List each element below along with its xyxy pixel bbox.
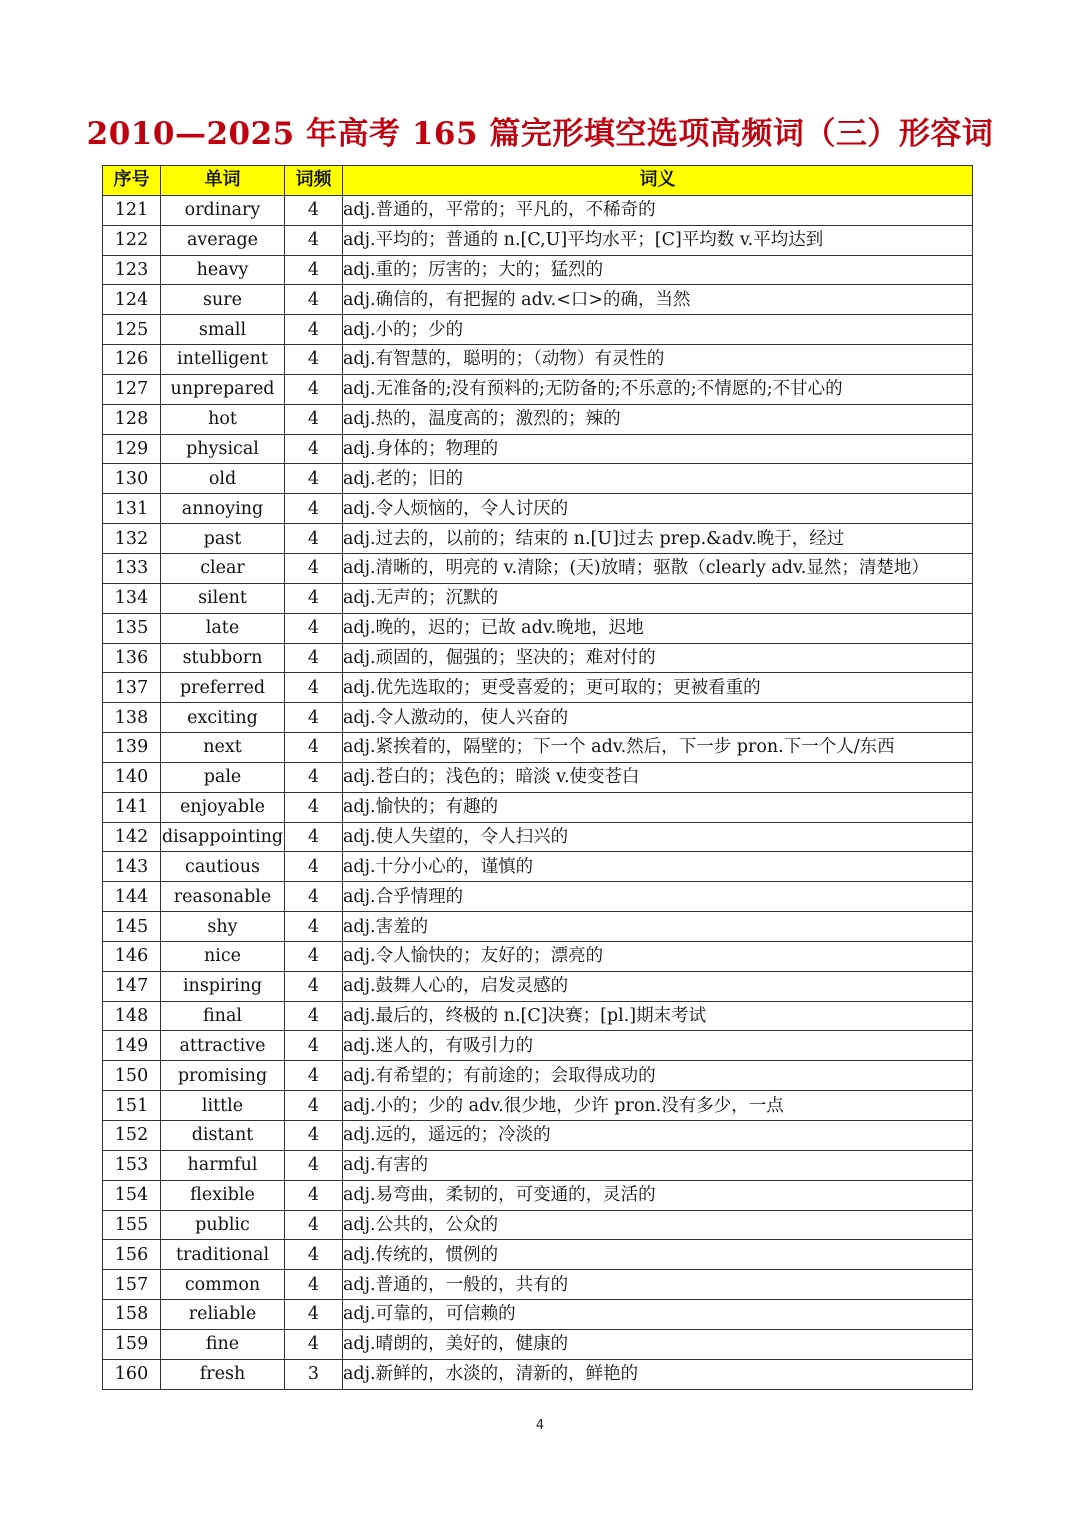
table-row [103,1180,973,1210]
row-number: 143 [103,852,161,882]
row-number: 135 [103,613,161,643]
row-number: 144 [103,882,161,912]
row-meaning: adj.小的；少的 [343,315,973,345]
row-number: 129 [103,434,161,464]
table-row [103,285,973,315]
table-row [103,404,973,434]
row-frequency: 4 [285,494,343,524]
row-number: 147 [103,971,161,1001]
row-frequency: 4 [285,852,343,882]
row-meaning: adj.过去的，以前的；结束的 n.[U]过去 prep.&adv.晚于，经过 [343,524,973,554]
row-frequency: 4 [285,1180,343,1210]
row-word: inspiring [161,971,285,1001]
row-word: ordinary [161,195,285,225]
row-word: stubborn [161,643,285,673]
table-row [103,434,973,464]
table-row [103,524,973,554]
row-meaning: adj.平均的；普通的 n.[C,U]平均水平；[C]平均数 v.平均达到 [343,225,973,255]
row-word: shy [161,912,285,942]
table-row [103,195,973,225]
table-row [103,733,973,763]
row-frequency: 4 [285,1240,343,1270]
table-row [103,1329,973,1359]
row-word: traditional [161,1240,285,1270]
row-meaning: adj.顽固的，倔强的；坚决的；难对付的 [343,643,973,673]
row-word: reliable [161,1300,285,1330]
row-number: 141 [103,792,161,822]
row-meaning: adj.合乎情理的 [343,882,973,912]
row-word: nice [161,941,285,971]
row-number: 139 [103,733,161,763]
row-meaning: adj.令人愉快的；友好的；漂亮的 [343,941,973,971]
row-number: 142 [103,822,161,852]
row-frequency: 4 [285,941,343,971]
row-meaning: adj.最后的，终极的 n.[C]决赛；[pl.]期末考试 [343,1001,973,1031]
row-number: 132 [103,524,161,554]
row-frequency: 4 [285,822,343,852]
row-meaning: adj.令人激动的，使人兴奋的 [343,703,973,733]
page-title: 2010—2025 年高考 165 篇完形填空选项高频词（三）形容词 [86,116,994,152]
row-meaning: adj.有害的 [343,1150,973,1180]
row-number: 151 [103,1091,161,1121]
table-row [103,792,973,822]
row-frequency: 4 [285,1270,343,1300]
row-number: 131 [103,494,161,524]
row-number: 155 [103,1210,161,1240]
row-meaning: adj.热的，温度高的；激烈的；辣的 [343,404,973,434]
row-number: 153 [103,1150,161,1180]
row-frequency: 4 [285,673,343,703]
table-row [103,1031,973,1061]
table-row [103,822,973,852]
row-number: 157 [103,1270,161,1300]
row-word: intelligent [161,345,285,375]
row-number: 122 [103,225,161,255]
row-number: 134 [103,583,161,613]
row-meaning: adj.害羞的 [343,912,973,942]
row-number: 158 [103,1300,161,1330]
row-word: harmful [161,1150,285,1180]
table-row [103,315,973,345]
row-number: 146 [103,941,161,971]
row-frequency: 4 [285,195,343,225]
row-number: 160 [103,1359,161,1389]
row-word: reasonable [161,882,285,912]
row-number: 150 [103,1061,161,1091]
row-word: unprepared [161,374,285,404]
row-frequency: 4 [285,703,343,733]
row-frequency: 4 [285,1091,343,1121]
row-word: little [161,1091,285,1121]
row-word: heavy [161,255,285,285]
row-meaning: adj.确信的，有把握的 adv.<口>的确，当然 [343,285,973,315]
row-number: 133 [103,553,161,583]
row-meaning: adj.重的；厉害的；大的；猛烈的 [343,255,973,285]
table-row [103,553,973,583]
row-number: 130 [103,464,161,494]
row-frequency: 4 [285,643,343,673]
row-frequency: 4 [285,733,343,763]
header-word: 单词 [161,166,285,196]
table-row [103,1300,973,1330]
row-number: 137 [103,673,161,703]
row-word: cautious [161,852,285,882]
row-word: pale [161,762,285,792]
row-word: old [161,464,285,494]
row-word: physical [161,434,285,464]
table-row [103,345,973,375]
row-number: 148 [103,1001,161,1031]
row-frequency: 4 [285,1210,343,1240]
row-meaning: adj.晚的，迟的；已故 adv.晚地，迟地 [343,613,973,643]
table-row [103,464,973,494]
header-number: 序号 [103,166,161,196]
vocabulary-table [102,165,973,1390]
row-word: public [161,1210,285,1240]
row-frequency: 4 [285,464,343,494]
row-meaning: adj.易弯曲，柔韧的，可变通的，灵活的 [343,1180,973,1210]
row-frequency: 4 [285,374,343,404]
row-number: 126 [103,345,161,375]
row-meaning: adj.鼓舞人心的，启发灵感的 [343,971,973,1001]
row-frequency: 4 [285,1329,343,1359]
table-row [103,643,973,673]
table-row [103,1210,973,1240]
table-row [103,882,973,912]
table-row [103,762,973,792]
table-row [103,1240,973,1270]
row-word: preferred [161,673,285,703]
page-number: 4 [535,1418,545,1433]
header-meaning: 词义 [343,166,973,196]
table-row [103,673,973,703]
table-row [103,613,973,643]
row-frequency: 4 [285,762,343,792]
row-word: final [161,1001,285,1031]
row-meaning: adj.身体的；物理的 [343,434,973,464]
row-meaning: adj.十分小心的，谨慎的 [343,852,973,882]
row-frequency: 4 [285,1121,343,1151]
row-frequency: 4 [285,285,343,315]
table-row [103,1061,973,1091]
row-meaning: adj.公共的，公众的 [343,1210,973,1240]
row-word: sure [161,285,285,315]
row-meaning: adj.无声的；沉默的 [343,583,973,613]
table-row [103,1150,973,1180]
row-frequency: 4 [285,404,343,434]
row-frequency: 4 [285,434,343,464]
row-number: 125 [103,315,161,345]
table-body [103,195,973,1389]
row-word: small [161,315,285,345]
row-number: 156 [103,1240,161,1270]
row-meaning: adj.远的，遥远的；冷淡的 [343,1121,973,1151]
row-number: 136 [103,643,161,673]
table-row [103,703,973,733]
row-frequency: 4 [285,255,343,285]
row-frequency: 4 [285,971,343,1001]
row-frequency: 4 [285,315,343,345]
row-meaning: adj.苍白的；浅色的；暗淡 v.使变苍白 [343,762,973,792]
row-meaning: adj.老的；旧的 [343,464,973,494]
row-word: silent [161,583,285,613]
row-number: 159 [103,1329,161,1359]
row-word: disappointing [161,822,285,852]
row-meaning: adj.迷人的，有吸引力的 [343,1031,973,1061]
row-frequency: 4 [285,553,343,583]
row-word: flexible [161,1180,285,1210]
table-row [103,225,973,255]
table-row [103,852,973,882]
header-frequency: 词频 [285,166,343,196]
row-frequency: 4 [285,1031,343,1061]
row-meaning: adj.使人失望的，令人扫兴的 [343,822,973,852]
row-frequency: 4 [285,1001,343,1031]
row-word: next [161,733,285,763]
row-number: 121 [103,195,161,225]
row-meaning: adj.可靠的，可信赖的 [343,1300,973,1330]
row-meaning: adj.优先选取的；更受喜爱的；更可取的；更被看重的 [343,673,973,703]
row-word: exciting [161,703,285,733]
row-meaning: adj.普通的，一般的，共有的 [343,1270,973,1300]
row-word: hot [161,404,285,434]
row-frequency: 4 [285,792,343,822]
row-frequency: 4 [285,613,343,643]
table-row [103,971,973,1001]
row-word: promising [161,1061,285,1091]
table-row [103,912,973,942]
row-frequency: 4 [285,1061,343,1091]
table-row [103,941,973,971]
row-meaning: adj.晴朗的，美好的，健康的 [343,1329,973,1359]
row-number: 123 [103,255,161,285]
row-word: fine [161,1329,285,1359]
table-row [103,494,973,524]
table-row [103,1359,973,1389]
row-word: enjoyable [161,792,285,822]
row-frequency: 4 [285,583,343,613]
row-frequency: 4 [285,524,343,554]
row-frequency: 4 [285,345,343,375]
row-frequency: 4 [285,882,343,912]
row-frequency: 4 [285,912,343,942]
row-number: 154 [103,1180,161,1210]
row-word: clear [161,553,285,583]
row-meaning: adj.新鲜的，水淡的，清新的，鲜艳的 [343,1359,973,1389]
table-row [103,374,973,404]
row-word: distant [161,1121,285,1151]
table-row [103,1121,973,1151]
row-meaning: adj.有智慧的，聪明的；（动物）有灵性的 [343,345,973,375]
table-row [103,255,973,285]
row-number: 152 [103,1121,161,1151]
row-meaning: adj.紧挨着的，隔壁的；下一个 adv.然后，下一步 pron.下一个人/东西 [343,733,973,763]
row-meaning: adj.无准备的;没有预料的;无防备的;不乐意的;不情愿的;不甘心的 [343,374,973,404]
row-number: 145 [103,912,161,942]
row-word: attractive [161,1031,285,1061]
table-row [103,583,973,613]
row-number: 127 [103,374,161,404]
row-frequency: 4 [285,1300,343,1330]
row-word: annoying [161,494,285,524]
table-row [103,1270,973,1300]
row-number: 138 [103,703,161,733]
row-word: common [161,1270,285,1300]
row-word: fresh [161,1359,285,1389]
table-row [103,1091,973,1121]
row-meaning: adj.普通的，平常的；平凡的，不稀奇的 [343,195,973,225]
row-meaning: adj.清晰的，明亮的 v.清除；(天)放晴；驱散（clearly adv.显然；清楚地） [343,553,973,583]
row-frequency: 4 [285,225,343,255]
row-meaning: adj.小的；少的 adv.很少地，少许 pron.没有多少，一点 [343,1091,973,1121]
row-number: 124 [103,285,161,315]
row-meaning: adj.传统的，惯例的 [343,1240,973,1270]
row-meaning: adj.有希望的；有前途的；会取得成功的 [343,1061,973,1091]
row-meaning: adj.令人烦恼的，令人讨厌的 [343,494,973,524]
row-number: 128 [103,404,161,434]
row-number: 149 [103,1031,161,1061]
row-word: late [161,613,285,643]
table-row [103,1001,973,1031]
row-word: past [161,524,285,554]
row-word: average [161,225,285,255]
row-frequency: 4 [285,1150,343,1180]
table-header-row [103,166,973,196]
row-frequency: 3 [285,1359,343,1389]
row-number: 140 [103,762,161,792]
row-meaning: adj.愉快的；有趣的 [343,792,973,822]
